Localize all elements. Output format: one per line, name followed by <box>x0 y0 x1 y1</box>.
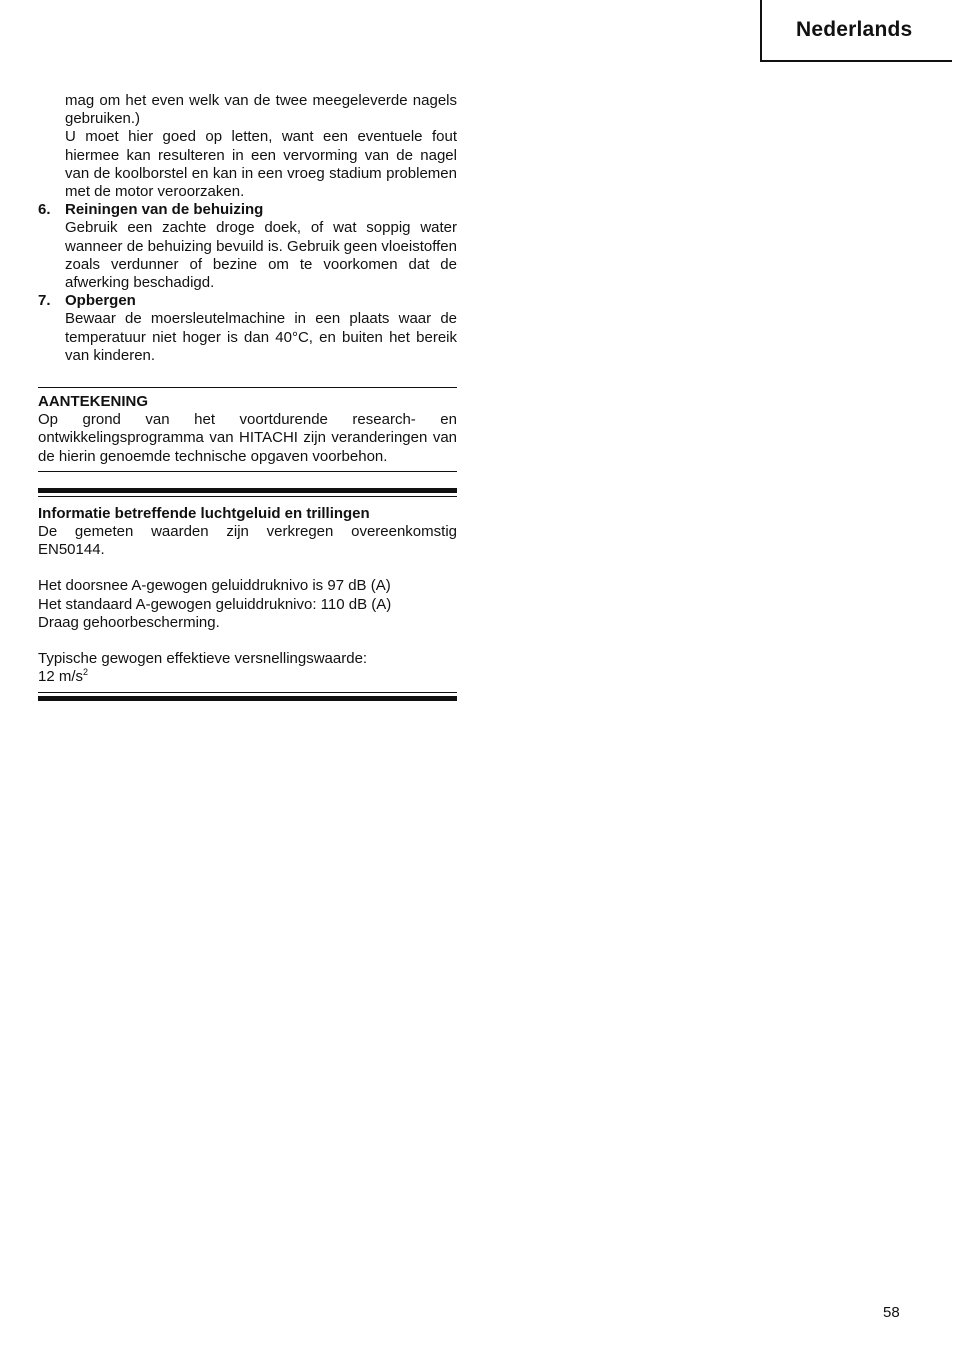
main-column <box>38 92 457 701</box>
vibration-exponent: 2 <box>83 667 89 678</box>
note-text: Op grond van het voortdurende research- en ontwikkelingsprogramma van HITACHI zijn veranderingen van de hierin genoemde technische opgaven voorbehon. <box>38 411 457 465</box>
vibration-value: 12 m/s <box>38 668 84 686</box>
item-7-heading <box>38 292 457 310</box>
note-box <box>38 387 457 472</box>
info-title: Informatie betreffende luchtgeluid en trillingen <box>38 504 370 522</box>
language-label: Nederlands <box>796 18 913 41</box>
spacer <box>38 559 457 577</box>
page-number: 58 <box>883 1304 900 1321</box>
section-divider-bottom <box>38 692 457 701</box>
spacer <box>38 632 457 650</box>
note-title: AANTEKENING <box>38 393 149 411</box>
item-7-text: Bewaar de moersleutelmachine in een plaats waar de temperatuur niet hoger is dan 40°C, en buiten het bereik van kinderen. <box>65 310 457 364</box>
item-7-title: Opbergen <box>65 292 136 310</box>
item-7-number: 7. <box>38 292 51 310</box>
section-divider-top <box>38 488 457 497</box>
continuation-text-2: U moet hier goed op letten, want een eventuele fout hiermee kan resulteren in een vervorming van de nagel van de koolborstel en kan in een vroeg stadium problemen met de motor veroorzaken. <box>65 128 457 201</box>
hearing-protection: Draag gehoorbescherming. <box>38 613 220 631</box>
item-6-heading <box>38 201 457 219</box>
item-6-text: Gebruik een zachte droge doek, of wat soppig water wanneer de behuizing bevuild is. Gebruik geen vloeistoffen zoals verdunner of bezine om te voorkomen dat de afwerking beschadigd. <box>65 219 457 292</box>
vibration-value-line <box>38 668 457 686</box>
sound-standard: Het standaard A-gewogen geluiddruknivo: 110 dB (A) <box>38 595 392 613</box>
language-tab <box>760 0 952 62</box>
sound-average: Het doorsnee A-gewogen geluiddruknivo is 97 dB (A) <box>38 577 391 595</box>
vibration-label: Typische gewogen effektieve versnellingswaarde: <box>38 650 368 668</box>
item-6-number: 6. <box>38 201 51 219</box>
continuation-text-1: mag om het even welk van de twee meegeleverde nagels gebruiken.) <box>65 92 457 128</box>
item-6-title: Reiningen van de behuizing <box>65 201 264 219</box>
info-intro: De gemeten waarden zijn verkregen overeenkomstig EN50144. <box>38 523 457 559</box>
info-section <box>38 497 457 687</box>
